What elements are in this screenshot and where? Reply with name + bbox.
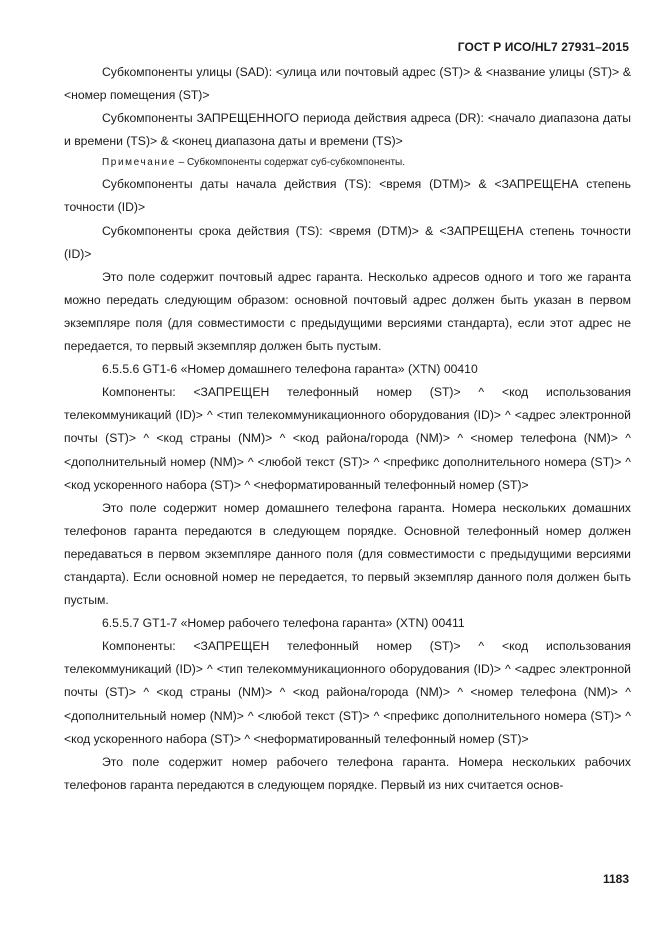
document-body	[64, 61, 631, 797]
paragraph-address-description: Это поле содержит почтовый адрес гаранта. Несколько адресов одного и того же гаранта можно передать следующим образом: основной почтовый адрес должен быть указан в первом экземпляре поля (для совместимости с предыдущими версиями стандарта), если этот адрес не передается, то первый экземпляр должен быть пустым.	[64, 269, 631, 354]
paragraph-ts-start-subcomponents: Субкомпоненты даты начала действия (TS): <время (DTM)> & <ЗАПРЕЩЕНА степень точности (ID)>	[64, 177, 631, 215]
paragraph-gt1-6-components: Компоненты: <ЗАПРЕЩЕН телефонный номер (ST)> ^ <код использования телекоммуникаций (ID)> ^ <тип телекоммуникационного оборудования (ID)> ^ <адрес электронной почты (ST)> ^ <код страны (NM)> ^ <код района/города (NM)> ^ <номер телефона (NM)> ^ <дополнительный номер (NM)> ^ <любой текст (ST)> ^ <префикс дополнительного номера (ST)> ^ <код ускоренного набора (ST)> ^ <неформатированный телефонный номер (ST)>	[64, 385, 631, 492]
paragraph-gt1-6-description: Это поле содержит номер домашнего телефона гаранта. Номера нескольких домашних телефонов гаранта передаются в следующем порядке. Основной телефонный номер должен передаваться в первом экземпляре данного поля (для совместимости с предыдущими версиями стандарта). Если основной номер не передается, то первый экземпляр данного поля должен быть пустым.	[64, 500, 631, 608]
paragraph-dr-subcomponents: Субкомпоненты ЗАПРЕЩЕННОГО периода действия адреса (DR): <начало диапазона даты и времени (TS)> & <конец диапазона даты и времени (TS)>	[64, 111, 631, 149]
paragraph-sad-subcomponents: Субкомпоненты улицы (SAD): <улица или почтовый адрес (ST)> & <название улицы (ST)> & <номер помещения (ST)>	[64, 65, 631, 103]
paragraph-ts-term-subcomponents: Субкомпоненты срока действия (TS): <время (DTM)> & <ЗАПРЕЩЕНА степень точности (ID)>	[64, 223, 631, 261]
document-header: ГОСТ Р ИСО/HL7 27931–2015	[457, 40, 629, 54]
paragraph-gt1-7-description: Это поле содержит номер рабочего телефона гаранта. Номера нескольких рабочих телефонов гаранта передаются в следующем порядке. Первый из них считается основ-	[64, 754, 631, 792]
section-heading-gt1-7: 6.5.5.7 GT1-7 «Номер рабочего телефона гаранта» (XTN) 00411	[102, 616, 465, 631]
note-label: Примечание	[102, 157, 176, 169]
note	[64, 153, 631, 173]
page-number: 1183	[602, 872, 629, 886]
section-heading-gt1-6: 6.5.5.6 GT1-6 «Номер домашнего телефона гаранта» (XTN) 00410	[102, 362, 478, 377]
note-text: – Субкомпоненты содержат суб-субкомпоненты.	[175, 157, 405, 169]
paragraph-gt1-7-components: Компоненты: <ЗАПРЕЩЕН телефонный номер (ST)> ^ <код использования телекоммуникаций (ID)> ^ <тип телекоммуникационного оборудования (ID)> ^ <адрес электронной почты (ST)> ^ <код страны (NM)> ^ <код района/города (NM)> ^ <номер телефона (NM)> ^ <дополнительный номер (NM)> ^ <любой текст (ST)> ^ <префикс дополнительного номера (ST)> ^ <код ускоренного набора (ST)> ^ <неформатированный телефонный номер (ST)>	[64, 639, 631, 746]
